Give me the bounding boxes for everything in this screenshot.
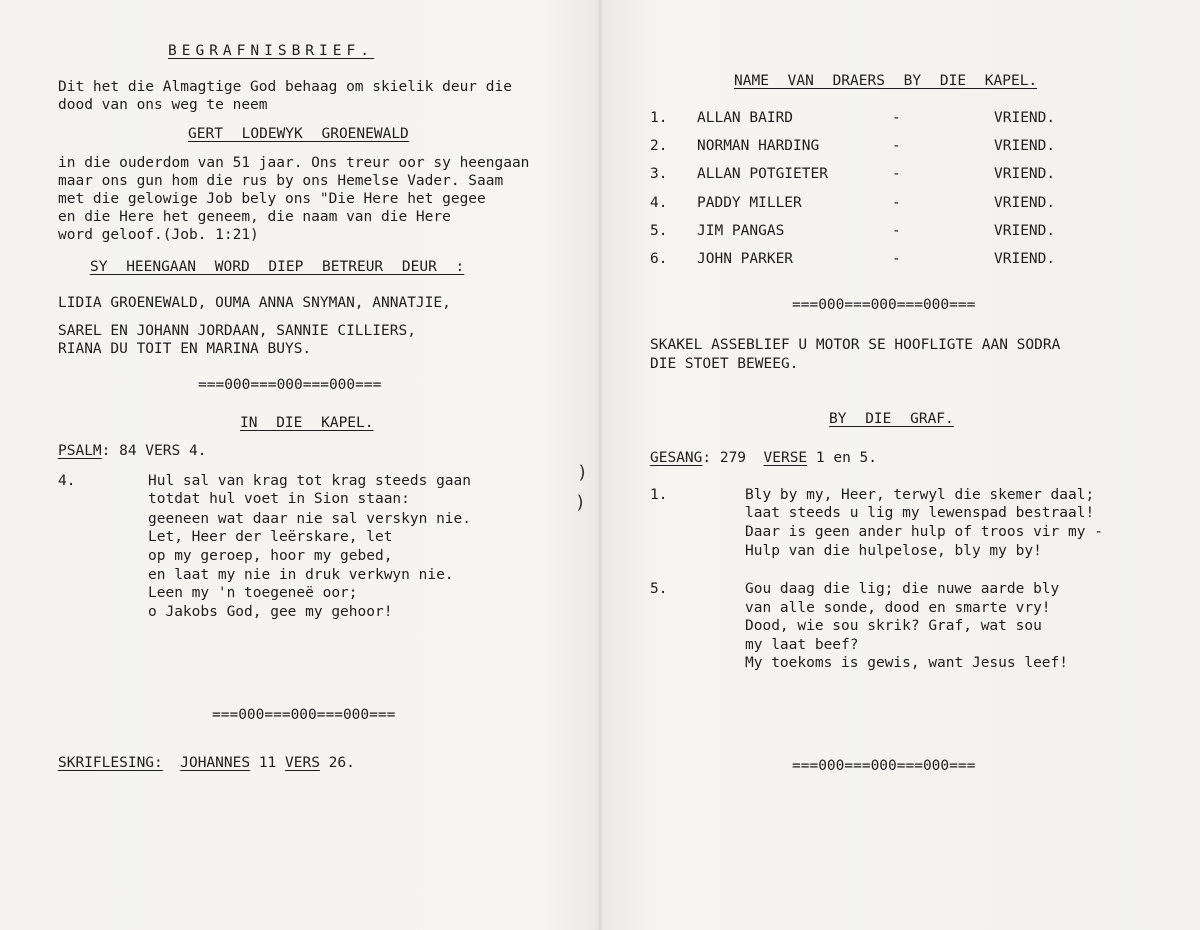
hymn-verse-1-number: 1. bbox=[650, 487, 668, 503]
hymn-verse-5-number: 5. bbox=[650, 581, 668, 597]
body-line-5: word geloof.(Job. 1:21) bbox=[58, 227, 259, 243]
bearer-relation: VRIEND. bbox=[994, 223, 1056, 239]
bearer-dash: - bbox=[892, 251, 901, 267]
bearer-name: PADDY MILLER bbox=[697, 195, 802, 211]
mourners-line-2: SAREL EN JOHANN JORDAAN, SANNIE CILLIERS, bbox=[58, 323, 416, 339]
bearer-dash: - bbox=[892, 110, 901, 126]
bearer-relation: VRIEND. bbox=[994, 166, 1056, 182]
body-line-3: met die gelowige Job bely ons "Die Here het gegee bbox=[58, 191, 486, 207]
bearer-number: 2. bbox=[650, 138, 668, 154]
intro-line-2: dood van ons weg te neem bbox=[58, 97, 268, 113]
hymn-verse-1-line-3: Daar is geen ander hulp of troos vir my - bbox=[745, 524, 1103, 540]
hymn-verse-5-line-3: Dood, wie sou skrik? Graf, wat sou bbox=[745, 618, 1042, 634]
bearer-number: 1. bbox=[650, 110, 668, 126]
verse-line-3: geeneen wat daar nie sal verskyn nie. bbox=[148, 511, 472, 527]
hymn-verses: 1 en 5. bbox=[815, 450, 878, 466]
psalm-reference bbox=[58, 442, 206, 460]
psalm-number: : 84 VERS 4. bbox=[101, 443, 207, 459]
verse-number: 4. bbox=[58, 473, 76, 489]
bearer-relation: VRIEND. bbox=[994, 195, 1056, 211]
chapel-heading: IN DIE KAPEL. bbox=[240, 415, 374, 431]
verse-line-4: Let, Heer der leërskare, let bbox=[148, 529, 393, 545]
bearer-row bbox=[650, 223, 1070, 243]
hymn-verse-5-line-5: My toekoms is gewis, want Jesus leef! bbox=[745, 655, 1069, 671]
bearer-relation: VRIEND. bbox=[994, 110, 1056, 126]
staple-mark-bottom: ) bbox=[575, 492, 586, 513]
psalm-label: PSALM bbox=[58, 443, 102, 459]
scripture-reading bbox=[58, 754, 355, 772]
hymn-verse-5-line-1: Gou daag die lig; die nuwe aarde bly bbox=[745, 581, 1060, 597]
bearer-relation: VRIEND. bbox=[994, 138, 1056, 154]
reading-label: SKRIFLESING: bbox=[58, 755, 163, 771]
verse-line-5: op my geroep, hoor my gebed, bbox=[148, 548, 393, 564]
hymn-label: GESANG bbox=[650, 450, 703, 466]
reading-vers-label: VERS bbox=[285, 755, 320, 771]
bearer-number: 6. bbox=[650, 251, 668, 267]
intro-line-1: Dit het die Almagtige God behaag om skielik deur die bbox=[58, 79, 512, 95]
deceased-name: GERT LODEWYK GROENEWALD bbox=[188, 126, 409, 142]
bearer-relation: VRIEND. bbox=[994, 251, 1056, 267]
bearer-row bbox=[650, 110, 1070, 130]
separator: ===000===000===000=== bbox=[792, 297, 976, 313]
bearer-dash: - bbox=[892, 138, 901, 154]
leaflet-title: BEGRAFNISBRIEF. bbox=[168, 43, 374, 59]
body-line-2: maar ons gun hom die rus by ons Hemelse Vader. Saam bbox=[58, 173, 504, 189]
right-page bbox=[600, 0, 1200, 930]
verse-line-2: totdat hul voet in Sion staan: bbox=[148, 491, 410, 507]
verse-line-7: Leen my 'n toegeneë oor; bbox=[148, 585, 358, 601]
reading-chapter: 11 bbox=[258, 755, 277, 771]
bearer-dash: - bbox=[892, 195, 901, 211]
bearer-name: JOHN PARKER bbox=[697, 251, 794, 267]
bearer-number: 4. bbox=[650, 195, 668, 211]
bearer-row bbox=[650, 251, 1070, 271]
hymn-verse-1-line-4: Hulp van die hulpelose, bly my by! bbox=[745, 543, 1042, 559]
bearer-dash: - bbox=[892, 166, 901, 182]
body-line-4: en die Here het geneem, die naam van die Here bbox=[58, 209, 451, 225]
mourners-heading: SY HEENGAAN WORD DIEP BETREUR DEUR : bbox=[90, 259, 465, 275]
bearer-row bbox=[650, 138, 1070, 158]
bearer-row bbox=[650, 166, 1070, 186]
notice-line-1: SKAKEL ASSEBLIEF U MOTOR SE HOOFLIGTE AAN SODRA bbox=[650, 337, 1061, 353]
bearer-row bbox=[650, 195, 1070, 215]
bearer-dash: - bbox=[892, 223, 901, 239]
bearer-name: JIM PANGAS bbox=[697, 223, 785, 239]
separator: ===000===000===000=== bbox=[792, 758, 976, 774]
reading-verse: 26. bbox=[328, 755, 355, 771]
reading-book: JOHANNES bbox=[180, 755, 251, 771]
mourners-line-3: RIANA DU TOIT EN MARINA BUYS. bbox=[58, 341, 312, 357]
separator: ===000===000===000=== bbox=[198, 377, 382, 393]
grave-heading: BY DIE GRAF. bbox=[829, 411, 954, 427]
bearer-name: NORMAN HARDING bbox=[697, 138, 820, 154]
verse-line-1: Hul sal van krag tot krag steeds gaan bbox=[148, 473, 472, 489]
hymn-verse-1-line-2: laat steeds u lig my lewenspad bestraal! bbox=[745, 505, 1095, 521]
hymn-verse-1-line-1: Bly by my, Heer, terwyl die skemer daal; bbox=[745, 487, 1095, 503]
hymn-number: : 279 bbox=[702, 450, 747, 466]
verse-line-6: en laat my nie in druk verkwyn nie. bbox=[148, 567, 454, 583]
hymn-reference bbox=[650, 449, 877, 467]
bearer-name: ALLAN POTGIETER bbox=[697, 166, 828, 182]
bearer-number: 3. bbox=[650, 166, 668, 182]
hymn-verse-5-line-2: van alle sonde, dood en smarte vry! bbox=[745, 600, 1051, 616]
bearer-name: ALLAN BAIRD bbox=[697, 110, 794, 126]
separator: ===000===000===000=== bbox=[212, 707, 396, 723]
bearers-heading: NAME VAN DRAERS BY DIE KAPEL. bbox=[734, 73, 1038, 89]
verse-line-8: o Jakobs God, gee my gehoor! bbox=[148, 604, 393, 620]
hymn-verse-label: VERSE bbox=[763, 450, 808, 466]
mourners-line-1: LIDIA GROENEWALD, OUMA ANNA SNYMAN, ANNATJIE, bbox=[58, 295, 451, 311]
notice-line-2: DIE STOET BEWEEG. bbox=[650, 356, 799, 372]
bearer-number: 5. bbox=[650, 223, 668, 239]
hymn-verse-5-line-4: my laat beef? bbox=[745, 637, 859, 653]
body-line-1: in die ouderdom van 51 jaar. Ons treur oor sy heengaan bbox=[58, 155, 530, 171]
staple-mark-top: ) bbox=[577, 462, 588, 483]
